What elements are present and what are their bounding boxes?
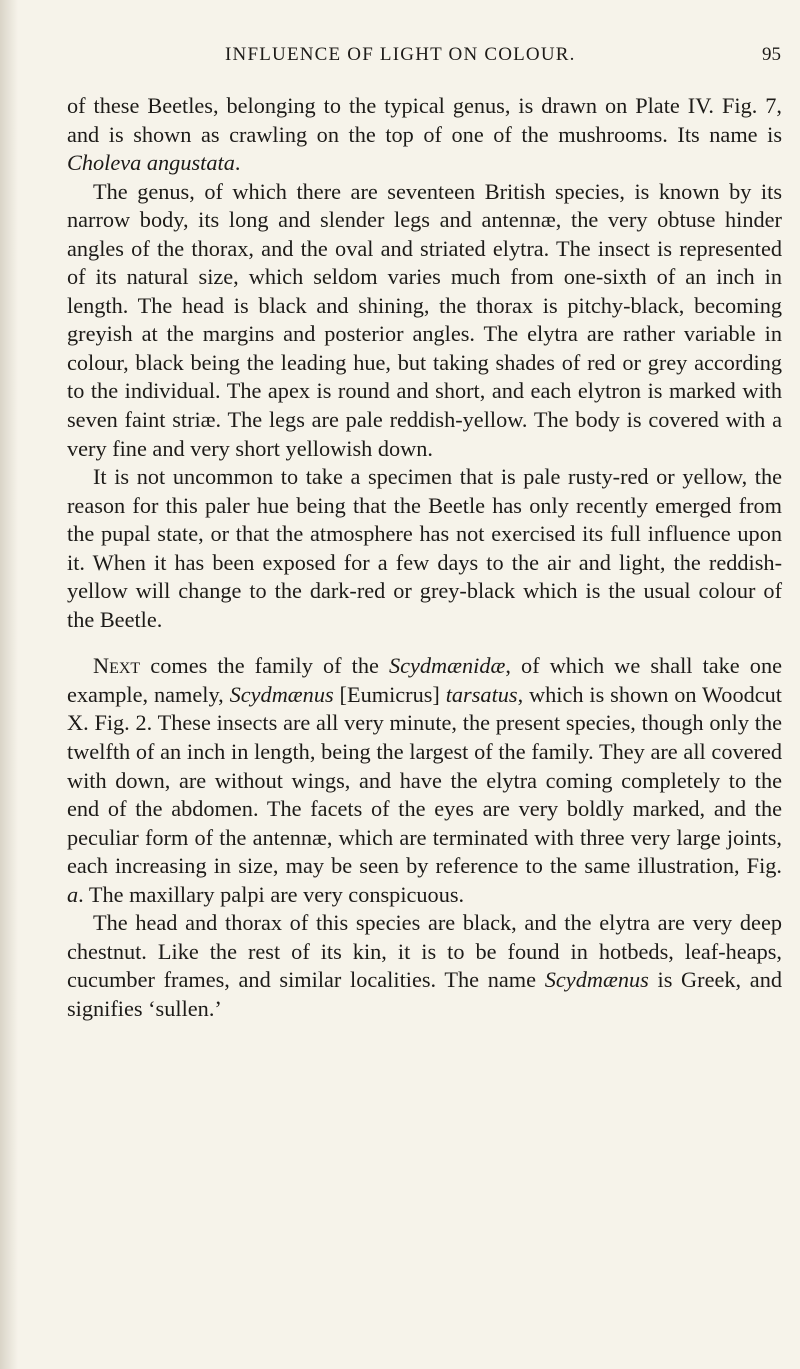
paragraph-1-text-b: . <box>234 150 241 176</box>
paragraph-4-lead: Next <box>93 653 141 679</box>
running-title: INFLUENCE OF LIGHT ON COLOUR. <box>225 44 576 65</box>
paragraph-4-text-b: , of which we shall take one example, namely, <box>67 653 782 707</box>
figure-letter: a <box>67 881 79 907</box>
page-gutter-shadow <box>0 0 18 1369</box>
paragraph-1 <box>67 92 782 178</box>
page-header <box>225 44 781 74</box>
family-name-scydmaenidae: Scydmænidæ <box>388 653 506 679</box>
paragraph-5-text-b: is Greek, and signifies ‘sullen.’ <box>67 967 782 1021</box>
paragraph-2: The genus, of which there are seventeen British species, is known by its narrow body, its long and slender legs and antennæ, the very obtuse hinder angles of the thorax, and the oval and striated elytra. The insect is represented of its natural size, which seldom varies much from one-sixth of an inch in length. The head is black and shining, the thorax is pitchy-black, becoming greyish at the margins and posterior angles. The elytra are rather variable in colour, black being the leading hue, but taking shades of red or grey according to the individual. The apex is round and short, and each elytron is marked with seven faint striæ. The legs are pale reddish-yellow. The body is covered with a very fine and very short yellowish down. <box>67 178 782 461</box>
paragraph-5 <box>67 909 782 1023</box>
genus-name-scydmaenus-2: Scydmænus <box>544 967 649 993</box>
paragraph-4 <box>67 652 782 909</box>
paragraph-4-text-c: [Eumicrus] <box>333 681 446 707</box>
page-number: 95 <box>762 44 781 65</box>
paragraph-4-text-d: , which is shown on Woodcut X. Fig. 2. These insects are all very minute, the present species, though only the twelfth of an inch in length, being the largest of the family. They are all covered with down, are without wings, and have the elytra coming completely to the end of the abdomen. The facets of the eyes are very boldly marked, and the peculiar form of the antennæ, which are terminated with three very large joints, each increasing in size, may be seen by reference to the same illustration, Fig. <box>67 681 782 879</box>
body-text <box>67 92 782 1024</box>
species-name-tarsatus: tarsatus <box>445 681 518 707</box>
paragraph-4-text-a: comes the family of the <box>140 653 389 679</box>
paragraph-4-text-e: . The maxillary palpi are very conspicuous. <box>78 881 465 907</box>
paragraph-1-text-a: of these Beetles, belonging to the typical genus, is drawn on Plate IV. Fig. 7, and is shown as crawling on the top of one of the mushrooms. Its name is <box>67 93 782 147</box>
genus-name-scydmaenus: Scydmænus <box>229 681 334 707</box>
paragraph-5-text-a: The head and thorax of this species are black, and the elytra are very deep chestnut. Like the rest of its kin, it is to be found in hotbeds, leaf-heaps, cucumber frames, and similar localities. The name <box>67 910 782 993</box>
species-name-choleva: Choleva angustata <box>67 150 235 176</box>
paragraph-3: It is not uncommon to take a specimen that is pale rusty-red or yellow, the reason for this paler hue being that the Beetle has only recently emerged from the pupal state, or that the atmosphere has not exercised its full influence upon it. When it has been exposed for a few days to the air and light, the reddish-yellow will change to the dark-red or grey-black which is the usual colour of the Beetle. <box>67 464 782 632</box>
